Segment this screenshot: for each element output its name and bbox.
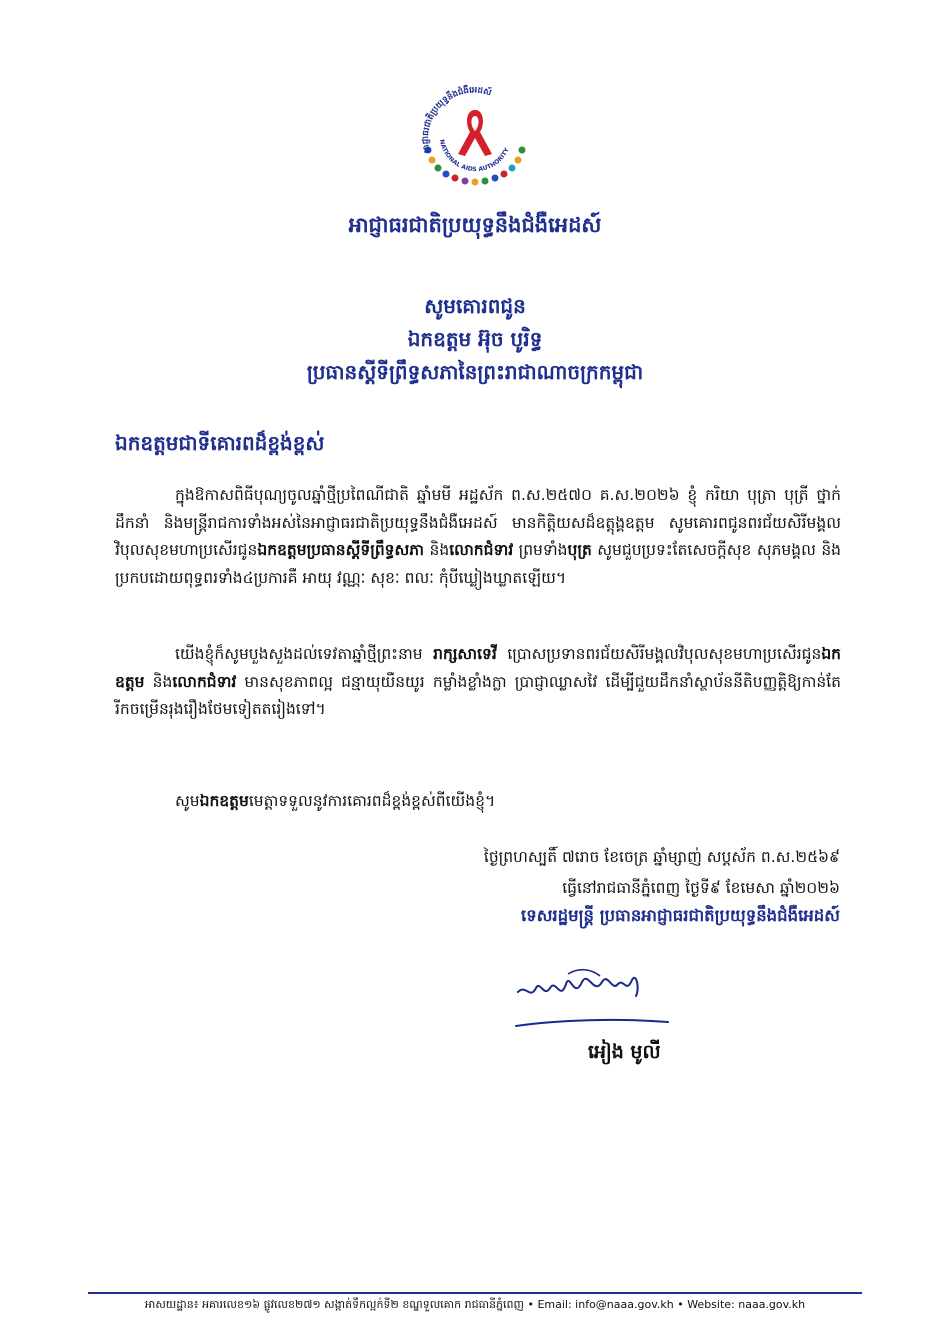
emphasis: លោកជំទាវ xyxy=(172,672,237,691)
text: មានសុខភាពល្អ ជន្មាយុយឺនយូរ កម្លាំងខ្លាំងក្លា ប្រាជ្ញាឈ្លាសវៃ ដើម្បីជួយដឹកនាំស្ថាប័ននីតិបញ្ញត្តិឱ្យកាន់តែរីកចម្រើនរុងរឿងថែមទៀតតរៀងទៅ។ xyxy=(115,672,841,718)
emphasis: ឯកឧត្តមប្រធានស្តីទីព្រឹទ្ធសភា xyxy=(257,541,425,559)
organization-title: អាជ្ញាធរជាតិប្រយុទ្ធនឹងជំងឺអេដស៍ xyxy=(348,213,602,237)
salutation: ឯកឧត្តមជាទីគោរពដ៏ខ្ពង់ខ្ពស់ xyxy=(115,431,325,455)
text: និង xyxy=(424,541,450,559)
text: ព្រមទាំង xyxy=(513,541,568,559)
footer-contact: អាសយដ្ឋាន៖ អគារលេខ១៦ ផ្លូវលេខ២៧១ សង្កាត់ទឹកល្អក់ទី២ ខណ្ឌទួលគោក រាជធានីភ្នំពេញ • Email: info@naaa.gov.kh • Website: naaa.gov.kh xyxy=(144,1298,806,1311)
signer-name: អៀង មូលី xyxy=(588,1041,661,1063)
signer-title: ទេសរដ្ឋមន្ត្រី ប្រធានអាជ្ញាធរជាតិប្រយុទ្ធនឹងជំងឺអេដស៍ xyxy=(521,906,840,925)
emphasis: បុត្រ xyxy=(567,541,592,559)
emphasis: ឯកឧត្តម xyxy=(115,645,841,691)
text: សូម xyxy=(175,792,200,810)
recipient-name: ឯកឧត្តម អ៊ុច បូរិទ្ធ xyxy=(407,327,543,351)
text: សូមជួបប្រទះតែសេចក្តីសុខ សុភមង្គល និងប្រកបដោយពុទ្ធពរទាំង៤ប្រការគឺ អាយុ វណ្ណៈ សុខៈ ពលៈ កុំបីឃ្លៀងឃ្លាតឡើយ។ xyxy=(115,541,841,587)
logo-arc-khmer: អាជ្ញាធរជាតិប្រយុទ្ធនឹងជំងឺអេដស៍ xyxy=(420,85,493,154)
red-ribbon-icon xyxy=(458,110,492,156)
recipient-block xyxy=(0,290,950,389)
recipient-position: ប្រធានស្តីទីព្រឹទ្ធសភានៃព្រះរាជាណាចក្រកម្ពុជា xyxy=(306,360,644,384)
date-lunar: ថ្ងៃព្រហស្បតិ៍ ៧រោច ខែចេត្រ ឆ្នាំម្សាញ់ សប្តស័ក ព.ស.២៥៦៩ xyxy=(483,848,840,866)
paragraph-blessing xyxy=(115,641,841,724)
paragraph-closing xyxy=(115,788,841,816)
text: ប្រោសប្រទានពរជ័យសិរីមង្គលវិបុលសុខមហាប្រសើរជូន xyxy=(496,645,822,663)
date-place: ធ្វើនៅរាជធានីភ្នំពេញ ថ្ងៃទី៩ ខែមេសា ឆ្នាំ២០២៦ xyxy=(562,879,840,897)
logo-arc-english: NATIONAL AIDS AUTHORITY xyxy=(437,138,511,174)
recipient-greeting: សូមគោរពជូន xyxy=(424,294,526,318)
emphasis: រាក្សសាទេវី xyxy=(433,645,497,663)
people-ring xyxy=(425,147,526,186)
emphasis: លោកជំទាវ xyxy=(449,541,514,559)
text: និង xyxy=(144,672,173,691)
emphasis: ឯកឧត្តម xyxy=(199,792,249,810)
footer-divider xyxy=(88,1292,862,1294)
handwritten-signature xyxy=(508,962,678,1040)
text: យើងខ្ញុំក៏សូមបួងសួងដល់ទេវតាឆ្នាំថ្មីព្រះនាម xyxy=(175,645,434,663)
logo xyxy=(410,80,540,190)
text: ក្នុងឱកាសពិធីបុណ្យចូលឆ្នាំថ្មីប្រពៃណីជាតិ ឆ្នាំមមី អដ្ឋស័ក ព.ស.២៥៧០ គ.ស.២០២៦ ខ្ញុំ ករិយា បុត្រា បុត្រី ថ្នាក់ដឹកនាំ និងមន្ត្រីរាជការទាំងអស់នៃអាជ្ញាធរជាតិប្រយុទ្ធនឹងជំងឺអេដស៍ មានកិត្តិយសដ៏ឧត្តុង្គឧត្តម សូមគោរពជូនពរជ័យសិរីមង្គលវិបុលសុខមហាប្រសើរជូន xyxy=(115,486,841,559)
paragraph-greeting xyxy=(115,482,841,592)
text: មេត្តាទទួលនូវការគោរពដ៏ខ្ពង់ខ្ពស់ពីយើងខ្ញុំ។ xyxy=(248,792,496,810)
